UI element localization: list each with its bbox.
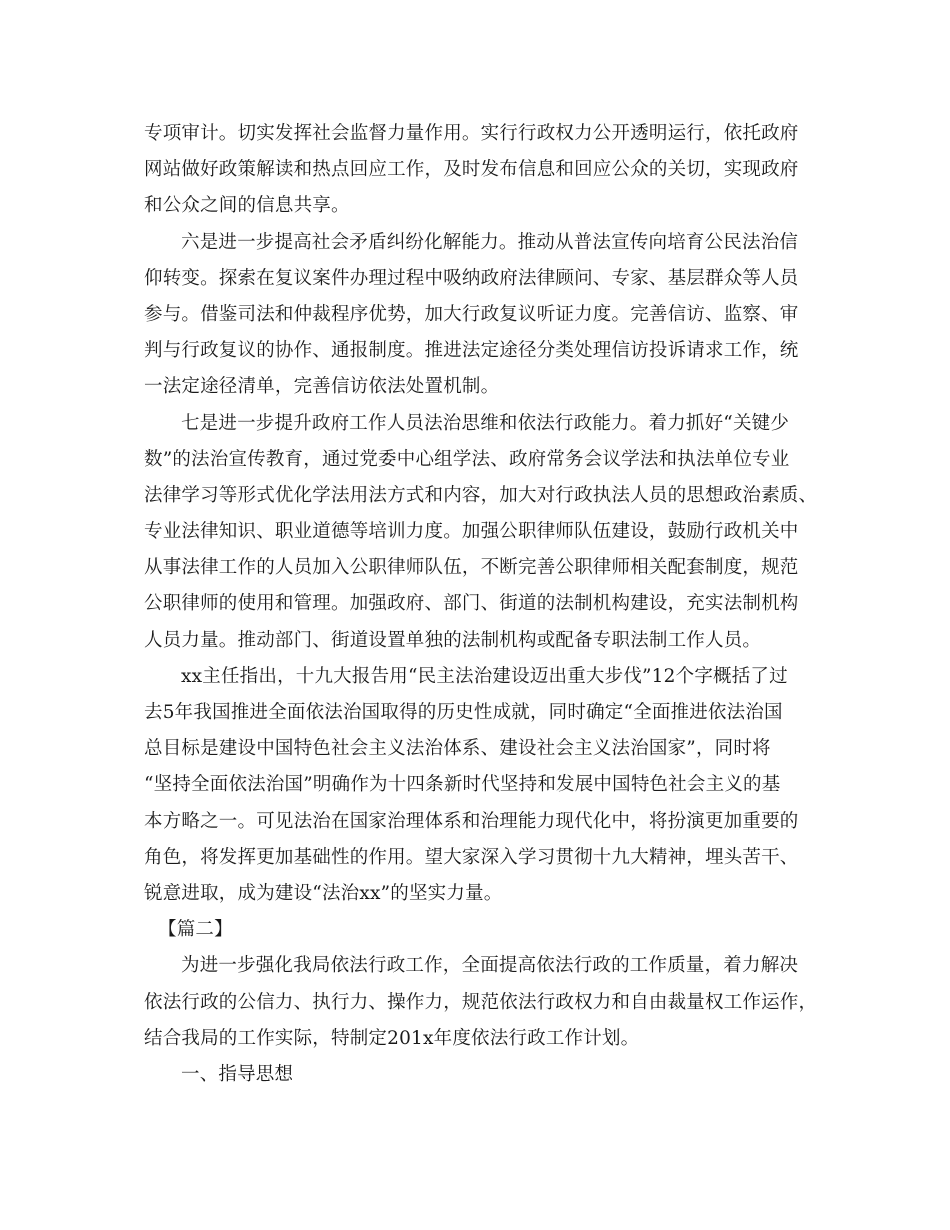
paragraph-supervision xyxy=(144,116,804,225)
text-line: 参与。借鉴司法和仲裁程序优势，加大行政复议听证力度。完善信访、监察、审 xyxy=(144,303,799,325)
text-line: 人员力量。推动部门、街道设置单独的法制机构或配备专职法制工作人员。 xyxy=(144,629,762,651)
text-line: 总目标是建设中国特色社会主义法治体系、建设社会主义法治国家”，同时将 xyxy=(144,738,771,760)
text-line: 公职律师的使用和管理。加强政府、部门、街道的法制机构建设，充实法制机构 xyxy=(144,593,799,615)
text-line: 从事法律工作的人员加入公职律师队伍，不断完善公职律师相关配套制度，规范 xyxy=(144,557,799,579)
text-line: 结合我局的工作实际，特制定201x年度依法行政工作计划。 xyxy=(144,1027,640,1049)
text-line: 锐意进取，成为建设“法治xx”的坚实力量。 xyxy=(144,882,503,904)
text-line: 判与行政复议的协作、通报制度。推进法定途径分类处理信访投诉请求工作，统 xyxy=(144,340,799,362)
text-line: xx主任指出，十九大报告用“民主法治建设迈出重大步伐”12个字概括了过 xyxy=(181,665,788,687)
section-heading: 【篇二】 xyxy=(158,919,233,941)
text-line: “坚持全面依法治国”明确作为十四条新时代坚持和发展中国特色社会主义的基 xyxy=(144,774,781,796)
text-line: 本方略之一。可见法治在国家治理体系和治理能力现代化中，将扮演更加重要的 xyxy=(144,810,799,832)
text-line: 专业法律知识、职业道德等培训力度。加强公职律师队伍建设，鼓励行政机关中 xyxy=(144,521,799,543)
text-line: 专项审计。切实发挥社会监督力量作用。实行行政权力公开透明运行，依托政府 xyxy=(144,123,799,144)
text-line: 依法行政的公信力、执行力、操作力，规范依法行政权力和自由裁量权工作运作， xyxy=(144,991,818,1013)
document-body xyxy=(144,116,818,1093)
text-line: 角色，将发挥更加基础性的作用。望大家深入学习贯彻十九大精神，埋头苦干、 xyxy=(144,846,799,868)
text-line: 和公众之间的信息共享。 xyxy=(144,195,350,217)
text-line: 六是进一步提高社会矛盾纠纷化解能力。推动从普法宣传向培育公民法治信 xyxy=(181,231,799,253)
text-line: 网站做好政策解读和热点回应工作，及时发布信息和回应公众的关切，实现政府 xyxy=(144,159,799,181)
paragraph-point-six xyxy=(144,225,804,406)
text-line: 为进一步强化我局依法行政工作，全面提高依法行政的工作质量，着力解决 xyxy=(181,955,799,977)
text-line: 法律学习等形式优化学法用法方式和内容，加大对行政执法人员的思想政治素质、 xyxy=(144,484,818,506)
subheading-guiding-ideology: 一、指导思想 xyxy=(181,1063,294,1085)
paragraph-work-plan xyxy=(144,948,818,1057)
text-line: 去5年我国推进全面依法治国取得的历史性成就，同时确定“全面推进依法治国 xyxy=(144,702,783,723)
paragraph-point-seven xyxy=(144,406,818,659)
text-line: 数”的法治宣传教育，通过党委中心组学法、政府常务会议学法和执法单位专业 xyxy=(144,448,790,470)
paragraph-director-remarks xyxy=(144,659,804,912)
text-line: 七是进一步提升政府工作人员法治思维和依法行政能力。着力抓好“关键少 xyxy=(181,412,790,434)
text-line: 仰转变。探索在复议案件办理过程中吸纳政府法律顾问、专家、基层群众等人员 xyxy=(144,267,799,289)
text-line: 一法定途径清单，完善信访依法处置机制。 xyxy=(144,376,500,398)
